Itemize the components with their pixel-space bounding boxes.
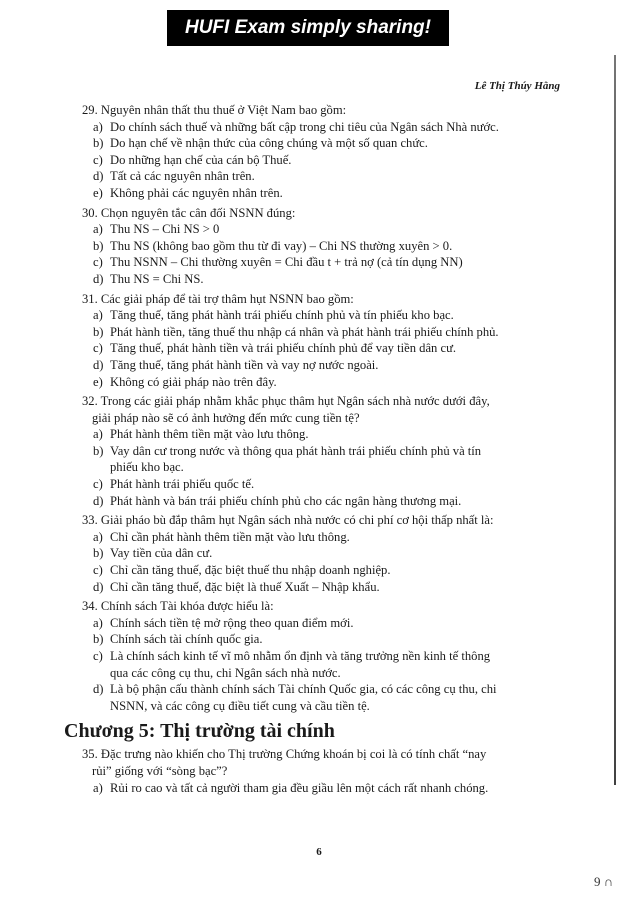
answer-option [93, 631, 582, 648]
option-letter: a) [93, 529, 103, 544]
option-letter: a) [93, 615, 103, 630]
answer-option [93, 324, 582, 341]
option-letter: b) [93, 632, 104, 647]
option-letter: d) [93, 357, 104, 372]
option-text: Thu NS = Chi NS. [110, 271, 204, 286]
option-text: Tất cả các nguyên nhân trên. [110, 169, 255, 184]
option-text: qua các công cụ thu, chi Ngân sách nhà nước. [110, 665, 341, 680]
question-32 [82, 393, 582, 509]
option-text: Do chính sách thuế và những bất cập trong chi tiêu của Ngân sách Nhà nước. [110, 119, 499, 134]
answer-option [93, 271, 582, 288]
option-text: Tăng thuế, tăng phát hành trái phiếu chính phủ và tín phiếu kho bạc. [110, 308, 454, 323]
option-text: Thu NS – Chi NS > 0 [110, 222, 220, 237]
option-text: phiếu kho bạc. [110, 460, 184, 475]
option-text: Vay tiền của dân cư. [110, 546, 213, 561]
option-text: Là chính sách kinh tế vĩ mô nhằm ổn định và tăng trưởng nền kinh tế thông [110, 649, 491, 663]
exam-questions [64, 102, 582, 796]
question-text-line: 34. Chính sách Tài khóa được hiểu là: [82, 599, 274, 614]
option-text: Tăng thuế, tăng phát hành tiền và vay nợ nước ngoài. [110, 357, 379, 372]
option-letter: a) [93, 427, 103, 442]
answer-option [93, 529, 582, 546]
question-30 [82, 205, 582, 288]
option-letter: c) [93, 255, 103, 270]
question-text-line: 29. Nguyên nhân thất thu thuế ở Việt Nam bao gồm: [82, 103, 347, 117]
option-text: Rủi ro cao và tất cả người tham gia đều giầu lên một cách rất nhanh chóng. [110, 780, 489, 795]
page-number: 6 [316, 846, 322, 858]
option-letter: d) [93, 493, 104, 508]
author-name: Lê Thị Thúy Hằng [474, 80, 560, 92]
option-letter: c) [93, 649, 103, 663]
option-text: NSNN, và các công cụ điều tiết cung và cầu tiền tệ. [110, 698, 370, 713]
option-text: Chính sách tài chính quốc gia. [110, 632, 263, 647]
answer-option [93, 562, 582, 579]
chapter-title: Chương 5: Thị trường tài chính [64, 720, 335, 743]
option-letter: b) [93, 238, 104, 253]
answer-option [93, 426, 582, 443]
corner-mark: 9 ∩ [594, 874, 614, 889]
option-text: Không có giải pháp nào trên đây. [110, 374, 277, 389]
option-letter: b) [93, 136, 104, 151]
option-text: Tăng thuế, phát hành tiền và trái phiếu chính phủ để vay tiền dân cư. [110, 341, 457, 356]
option-text: Không phải các nguyên nhân trên. [110, 185, 283, 200]
answer-option [93, 221, 582, 238]
question-35 [82, 746, 582, 796]
answer-option [93, 152, 582, 169]
option-text: Là bộ phận cấu thành chính sách Tài chính Quốc gia, có các công cụ thu, chi [110, 682, 497, 697]
option-letter: c) [93, 563, 103, 578]
answer-option [93, 476, 582, 493]
option-letter: d) [93, 271, 104, 286]
option-text: Phát hành và bán trái phiếu chính phủ cho các ngân hàng thương mại. [110, 493, 462, 508]
option-letter: a) [93, 308, 103, 323]
question-33 [82, 512, 582, 595]
option-letter: e) [93, 374, 103, 389]
option-letter: a) [93, 780, 103, 795]
answer-option [93, 168, 582, 185]
question-text-line: 35. Đặc trưng nào khiến cho Thị trường Chứng khoán bị coi là có tính chất “nay [82, 747, 487, 762]
question-list [82, 102, 582, 717]
option-text: Phát hành thêm tiền mặt vào lưu thông. [110, 427, 309, 442]
question-text-line: giải pháp nào sẽ có ảnh hưởng đến mức cung tiền tệ? [92, 410, 360, 425]
answer-option-continued [93, 698, 582, 715]
answer-option [93, 545, 582, 562]
option-letter: d) [93, 682, 104, 697]
answer-option [93, 357, 582, 374]
question-31 [82, 291, 582, 391]
question-text-line: 31. Các giải pháp để tài trợ thâm hụt NSNN bao gồm: [82, 291, 354, 306]
option-letter: b) [93, 324, 104, 339]
question-text-line: 30. Chọn nguyên tắc cân đối NSNN đúng: [82, 205, 296, 220]
answer-option [93, 185, 582, 202]
answer-option [93, 307, 582, 324]
answer-option [93, 374, 582, 391]
option-letter: b) [93, 546, 104, 561]
question-34 [82, 598, 582, 714]
site-banner: HUFI Exam simply sharing! [167, 10, 449, 46]
answer-option [93, 119, 582, 136]
answer-option [93, 615, 582, 632]
answer-option [93, 681, 582, 698]
answer-option [93, 780, 582, 797]
option-text: Do những hạn chế của cán bộ Thuế. [110, 152, 292, 167]
answer-option [93, 443, 582, 460]
option-text: Phát hành tiền, tăng thuế thu nhập cá nhân và phát hành trái phiếu chính phủ. [110, 324, 499, 339]
scan-edge-line [614, 55, 616, 785]
option-text: Phát hành trái phiếu quốc tế. [110, 477, 255, 492]
option-text: Chỉ cần phát hành thêm tiền mặt vào lưu thông. [110, 529, 350, 544]
option-letter: e) [93, 185, 103, 200]
question-29 [82, 102, 582, 202]
option-text: Thu NS (không bao gồm thu từ đi vay) – Chi NS thường xuyên > 0. [110, 238, 453, 253]
option-text: Do hạn chế về nhận thức của công chúng và một số quan chức. [110, 136, 428, 151]
answer-option [93, 648, 582, 665]
option-text: Chỉ cần tăng thuế, đặc biệt là thuế Xuất – Nhập khẩu. [110, 579, 380, 594]
option-letter: a) [93, 222, 103, 237]
answer-option [93, 493, 582, 510]
option-letter: a) [93, 119, 103, 134]
answer-option-continued [93, 665, 582, 682]
answer-option [93, 238, 582, 255]
option-text: Thu NSNN – Chi thường xuyên = Chi đầu t + trả nợ (cả tín dụng NN) [110, 255, 463, 270]
option-letter: d) [93, 169, 104, 184]
option-letter: b) [93, 443, 104, 458]
answer-option [93, 254, 582, 271]
option-letter: c) [93, 341, 103, 356]
option-text: Chỉ cần tăng thuế, đặc biệt thuế thu nhập doanh nghiệp. [110, 563, 391, 578]
answer-option-continued [93, 459, 582, 476]
answer-option [93, 579, 582, 596]
option-letter: c) [93, 477, 103, 492]
option-letter: c) [93, 152, 103, 167]
option-text: Chính sách tiền tệ mở rộng theo quan điểm mới. [110, 615, 354, 630]
option-text: Vay dân cư trong nước và thông qua phát hành trái phiếu chính phủ và tín [110, 443, 482, 458]
answer-option [93, 135, 582, 152]
answer-option [93, 340, 582, 357]
option-letter: d) [93, 579, 104, 594]
question-text-line: rủi” giống với “sòng bạc”? [92, 763, 228, 778]
question-text-line: 32. Trong các giải pháp nhằm khắc phục thâm hụt Ngân sách nhà nước dưới đây, [82, 394, 490, 409]
question-text-line: 33. Giải pháo bù đắp thâm hụt Ngân sách nhà nước có chi phí cơ hội thấp nhất là: [82, 513, 494, 528]
